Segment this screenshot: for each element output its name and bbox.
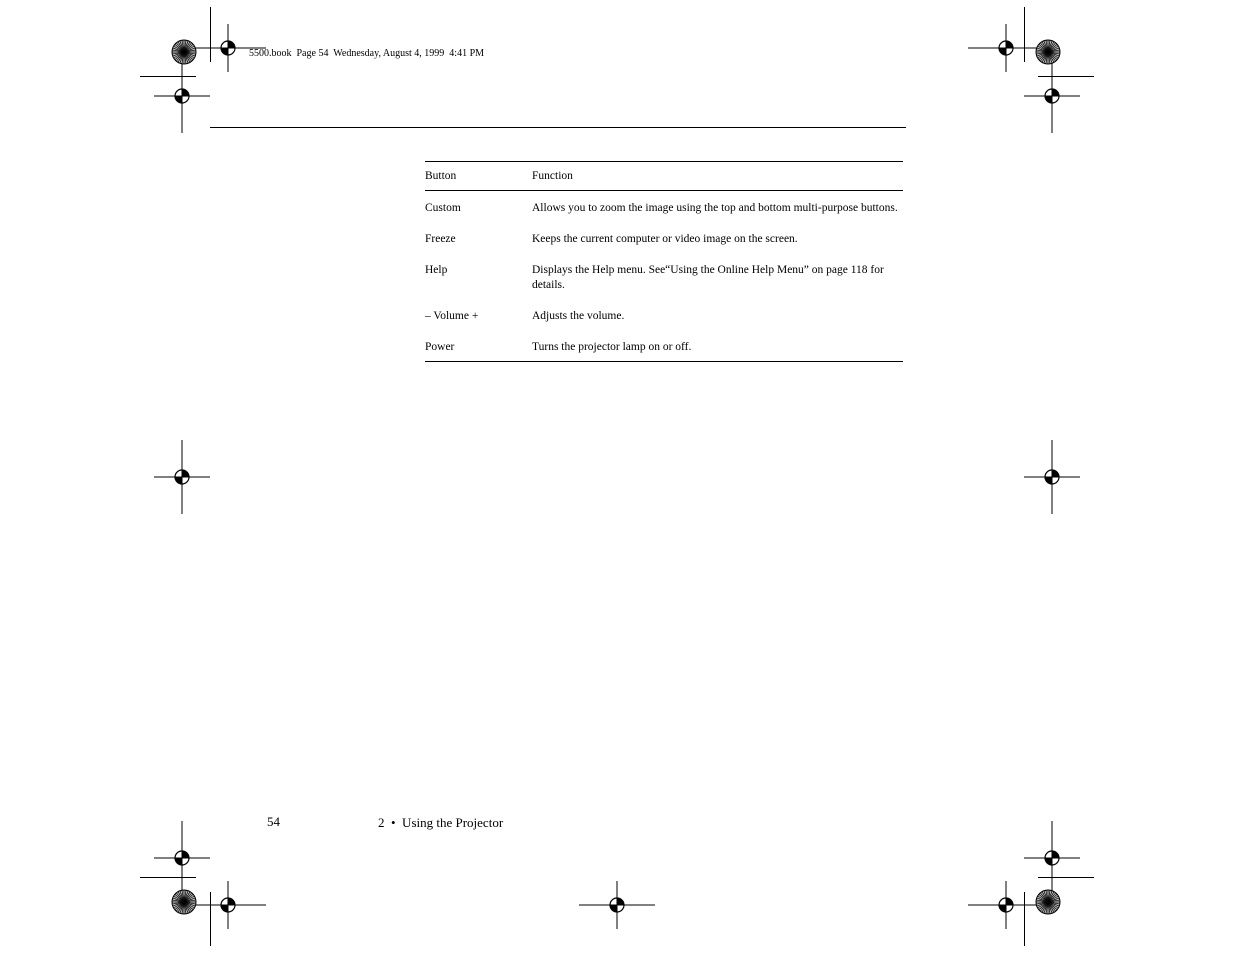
starburst-target-icon bbox=[1035, 889, 1061, 915]
print-slug: 5500.book Page 54 Wednesday, August 4, 1999 4:41 PM bbox=[249, 48, 485, 59]
button-name: Help bbox=[425, 264, 448, 276]
registration-mark-icon bbox=[1024, 59, 1080, 133]
button-function: Adjusts the volume. bbox=[532, 310, 625, 322]
button-function: Turns the projector lamp on or off. bbox=[532, 331, 903, 362]
button-name: Power bbox=[425, 331, 532, 362]
starburst-target-icon bbox=[171, 889, 197, 915]
button-function-table bbox=[425, 161, 903, 362]
button-function: Keeps the current computer or video image on the screen. bbox=[532, 233, 798, 245]
table-row bbox=[425, 254, 903, 300]
button-function: Allows you to zoom the image using the top and bottom multi-purpose buttons. bbox=[532, 202, 898, 214]
button-name: – Volume + bbox=[425, 310, 479, 322]
table-row bbox=[425, 331, 903, 362]
button-name: Freeze bbox=[425, 233, 456, 245]
header-rule bbox=[210, 127, 906, 128]
column-header-function: Function bbox=[532, 162, 903, 191]
button-function: Displays the Help menu. See“Using the Online Help Menu” on page 118 for details. bbox=[532, 264, 884, 291]
registration-mark-icon bbox=[1024, 440, 1080, 514]
starburst-target-icon bbox=[171, 39, 197, 65]
button-name: Custom bbox=[425, 202, 461, 214]
footer-section-title: 2 • Using the Projector bbox=[378, 815, 504, 830]
page-number: 54 bbox=[267, 814, 280, 829]
table-row bbox=[425, 191, 903, 224]
registration-mark-icon bbox=[154, 440, 210, 514]
table-row bbox=[425, 300, 903, 331]
table-header-row bbox=[425, 162, 903, 191]
registration-mark-icon bbox=[154, 59, 210, 133]
column-header-button: Button bbox=[425, 162, 532, 191]
registration-mark-icon bbox=[579, 881, 655, 929]
registration-mark-icon bbox=[968, 881, 1044, 929]
table-row bbox=[425, 223, 903, 254]
starburst-target-icon bbox=[1035, 39, 1061, 65]
registration-mark-icon bbox=[190, 881, 266, 929]
